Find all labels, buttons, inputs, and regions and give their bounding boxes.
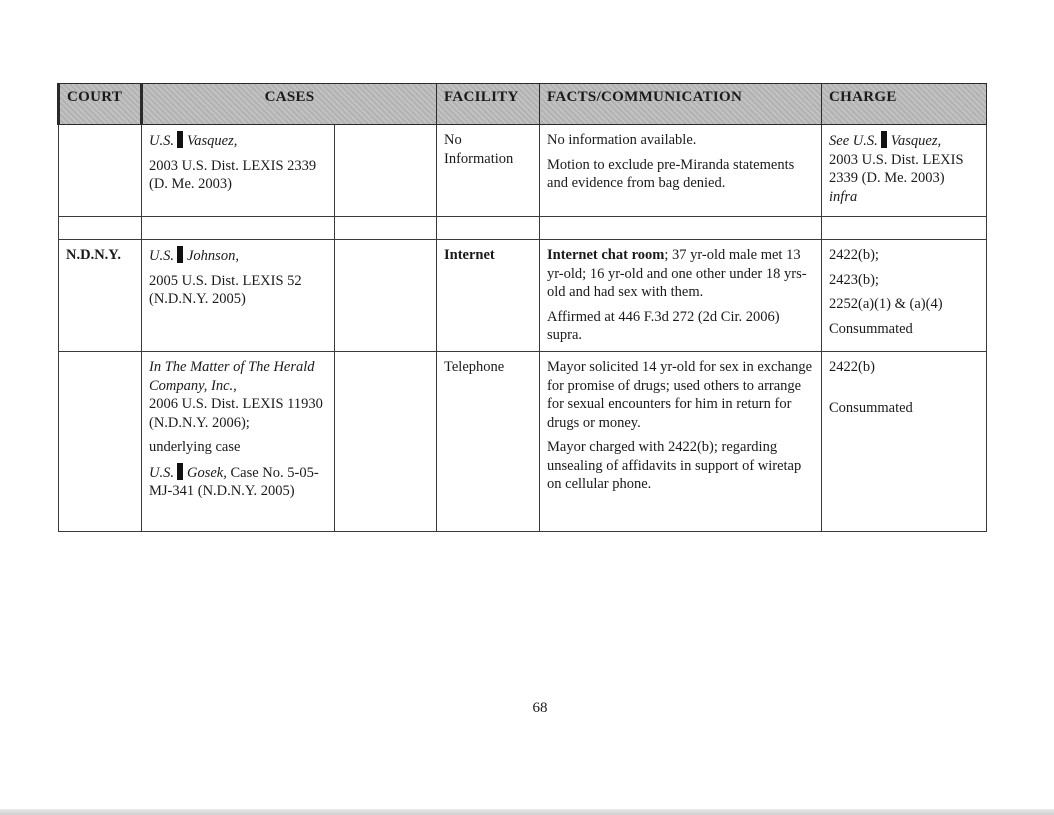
charge-line: 2423(b); xyxy=(829,271,879,288)
charge-note: infra xyxy=(829,188,858,205)
case-citation: 2003 U.S. Dist. LEXIS 2339 (D. Me. 2003) xyxy=(149,157,317,193)
header-row xyxy=(59,84,987,125)
case-table-container xyxy=(57,83,985,532)
case-party: Gosek, xyxy=(186,464,227,481)
charge-line: Consummated xyxy=(829,399,913,416)
facility-cell: Internet xyxy=(437,240,540,352)
page-number: 68 xyxy=(532,700,548,716)
table-row xyxy=(59,240,987,352)
court-cell xyxy=(59,352,142,532)
case-table xyxy=(57,83,987,532)
case-prefix: U.S. xyxy=(149,133,174,149)
case-party: Vasquez, xyxy=(186,133,238,149)
case-number: Case No. 5-05-MJ-341 (N.D.N.Y. 2005) xyxy=(149,464,319,500)
facts-cell xyxy=(540,125,822,217)
charge-line: 2422(b) xyxy=(829,359,875,375)
redaction-mark xyxy=(177,463,183,480)
facts-cell xyxy=(540,352,822,532)
facility-cell: No Information xyxy=(437,125,540,217)
header-cases: CASES xyxy=(142,84,437,125)
facts-paragraph: No information available. xyxy=(547,132,697,148)
empty-cell xyxy=(335,240,437,352)
facts-paragraph: Mayor solicited 14 yr-old for sex in exchange for promise of drugs; used others to arrange for sexual encounters for him in return for drugs or money. xyxy=(547,359,813,431)
case-citation: 2006 U.S. Dist. LEXIS 11930 (N.D.N.Y. 2006); xyxy=(149,396,323,431)
header-charge: CHARGE xyxy=(822,84,987,125)
charge-line: 2422(b); xyxy=(829,247,879,263)
charge-cell xyxy=(822,352,987,532)
facts-cell xyxy=(540,240,822,352)
charge-cell xyxy=(822,125,987,217)
court-cell xyxy=(59,125,142,217)
charge-citation: 2003 U.S. Dist. LEXIS 2339 (D. Me. 2003) xyxy=(829,151,964,187)
facts-bold: Internet chat room xyxy=(547,247,665,263)
redaction-mark xyxy=(177,246,183,263)
charge-prefix: See U.S. xyxy=(829,133,878,149)
case-prefix: U.S. xyxy=(149,248,174,264)
empty-cell xyxy=(335,352,437,532)
case-title: In The Matter of The Herald Company, Inc., xyxy=(149,359,315,394)
facility-cell: Telephone xyxy=(437,352,540,532)
facts-paragraph: Motion to exclude pre-Miranda statements and evidence from bag denied. xyxy=(547,156,795,192)
header-court: COURT xyxy=(59,84,142,125)
case-cell xyxy=(142,240,335,352)
header-facts: FACTS/COMMUNICATION xyxy=(540,84,822,125)
table-row xyxy=(59,125,987,217)
facts-paragraph: Mayor charged with 2422(b); regarding unsealing of affidavits in support of wiretap on cellular phone. xyxy=(547,439,802,493)
spacer-row xyxy=(59,217,987,240)
header-facility: FACILITY xyxy=(437,84,540,125)
facts-text: ; 37 yr-old male met 13 yr-old; 16 yr-old and one other under 18 yrs-old and had sex with them. xyxy=(547,247,807,301)
case-prefix: U.S. xyxy=(149,464,174,481)
redaction-mark xyxy=(177,131,183,148)
charge-cell xyxy=(822,240,987,352)
case-citation: 2005 U.S. Dist. LEXIS 52 (N.D.N.Y. 2005) xyxy=(149,272,302,308)
court-cell: N.D.N.Y. xyxy=(59,240,142,352)
empty-cell xyxy=(335,125,437,217)
case-cell xyxy=(142,125,335,217)
case-underlying: underlying case xyxy=(149,439,241,456)
charge-line: Consummated xyxy=(829,320,913,337)
charge-line: 2252(a)(1) & (a)(4) xyxy=(829,296,943,313)
case-party: Johnson, xyxy=(186,248,239,264)
facts-paragraph: Affirmed at 446 F.3d 272 (2d Cir. 2006) supra. xyxy=(547,308,780,344)
table-row xyxy=(59,352,987,532)
case-cell xyxy=(142,352,335,532)
scan-bottom-edge xyxy=(0,809,1054,815)
redaction-mark xyxy=(881,131,887,148)
charge-party: Vasquez, xyxy=(890,133,942,149)
